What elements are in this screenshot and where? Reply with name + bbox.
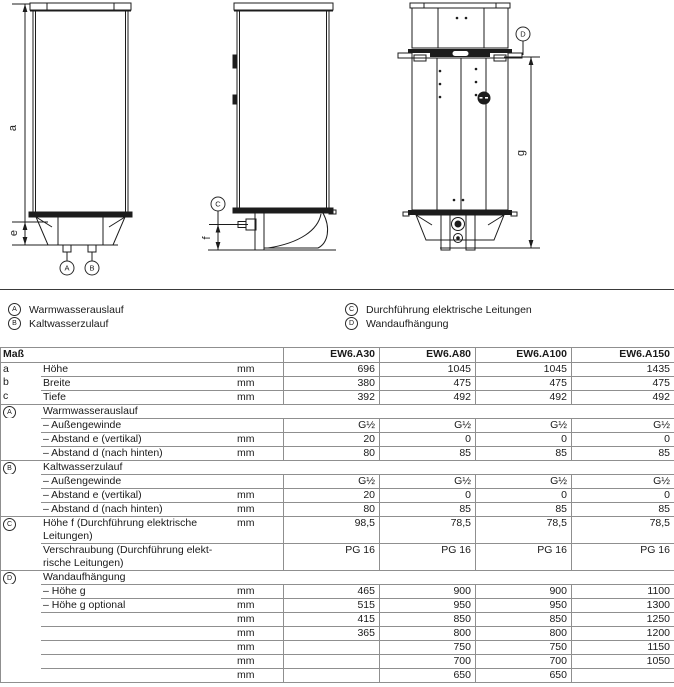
row-label: – Abstand d (nach hinten) bbox=[41, 446, 231, 460]
row-value: 20 bbox=[283, 432, 379, 446]
row-value: 475 bbox=[475, 376, 571, 390]
row-value: 650 bbox=[475, 668, 571, 682]
callout-b-badge: B bbox=[3, 462, 16, 474]
table-header-row bbox=[1, 348, 674, 362]
row-value bbox=[283, 654, 379, 668]
row-key bbox=[1, 432, 41, 446]
row-value bbox=[283, 640, 379, 654]
front-view-drawing bbox=[29, 3, 132, 252]
row-value: 950 bbox=[379, 598, 475, 612]
dimension-g bbox=[440, 57, 540, 248]
callout-b-letter: B bbox=[89, 263, 95, 273]
table-row bbox=[1, 390, 674, 404]
row-value: 0 bbox=[571, 432, 674, 446]
row-key bbox=[1, 446, 41, 460]
row-value: 900 bbox=[379, 584, 475, 598]
row-key bbox=[1, 474, 41, 488]
row-key bbox=[1, 654, 41, 668]
row-value: 415 bbox=[283, 612, 379, 626]
table-row bbox=[1, 502, 674, 516]
callout-d-letter: D bbox=[520, 29, 526, 39]
callout-d-badge: D bbox=[3, 572, 16, 584]
row-value: 1300 bbox=[571, 598, 674, 612]
row-value: G½ bbox=[475, 474, 571, 488]
row-value: 850 bbox=[379, 612, 475, 626]
row-value bbox=[283, 668, 379, 682]
row-key bbox=[1, 598, 41, 612]
row-value: G½ bbox=[283, 474, 379, 488]
row-value: 465 bbox=[283, 584, 379, 598]
table-row bbox=[1, 598, 674, 612]
row-unit: mm bbox=[231, 668, 283, 682]
row-unit bbox=[231, 543, 283, 570]
row-unit: mm bbox=[231, 390, 283, 404]
row-key: c bbox=[3, 390, 9, 402]
row-value: 98,5 bbox=[283, 516, 379, 543]
table-model-header: EW6.A30 bbox=[283, 348, 379, 362]
row-value: 1045 bbox=[475, 362, 571, 376]
table-row bbox=[1, 488, 674, 502]
table-row bbox=[1, 362, 674, 376]
row-key bbox=[1, 460, 41, 474]
row-value: 475 bbox=[379, 376, 475, 390]
row-value: 1100 bbox=[571, 584, 674, 598]
legend-item-warmwasserauslauf bbox=[8, 303, 124, 316]
row-value: 78,5 bbox=[475, 516, 571, 543]
row-value: G½ bbox=[283, 418, 379, 432]
dimension-table bbox=[0, 347, 674, 683]
row-value: 1050 bbox=[571, 654, 674, 668]
row-label: – Abstand e (vertikal) bbox=[41, 488, 231, 502]
callout-a-badge: A bbox=[8, 303, 21, 316]
row-unit bbox=[231, 474, 283, 488]
callout-c-badge: C bbox=[3, 518, 16, 531]
table-model-header: EW6.A150 bbox=[571, 348, 674, 362]
row-unit: mm bbox=[231, 502, 283, 516]
row-label: – Höhe g optional bbox=[41, 598, 231, 612]
row-value: 1435 bbox=[571, 362, 674, 376]
row-value: 85 bbox=[571, 446, 674, 460]
callout-d bbox=[516, 27, 530, 55]
row-value: 650 bbox=[379, 668, 475, 682]
row-value: 515 bbox=[283, 598, 379, 612]
callout-c bbox=[211, 197, 225, 211]
row-label bbox=[41, 626, 231, 640]
row-value: 1045 bbox=[379, 362, 475, 376]
row-value: 78,5 bbox=[571, 516, 674, 543]
row-value: 492 bbox=[475, 390, 571, 404]
row-label bbox=[41, 654, 231, 668]
row-value: PG 16 bbox=[283, 543, 379, 570]
section-label: Warmwasserauslauf bbox=[41, 404, 674, 418]
row-unit: mm bbox=[231, 640, 283, 654]
row-unit bbox=[231, 418, 283, 432]
row-value: 700 bbox=[475, 654, 571, 668]
row-key bbox=[1, 488, 41, 502]
table-row bbox=[1, 626, 674, 640]
row-label: – Außengewinde bbox=[41, 474, 231, 488]
legend-item-kaltwasserzulauf bbox=[8, 317, 108, 330]
row-unit: mm bbox=[231, 598, 283, 612]
row-key bbox=[1, 612, 41, 626]
row-key bbox=[1, 502, 41, 516]
row-value: G½ bbox=[379, 474, 475, 488]
rear-view-drawing bbox=[398, 3, 522, 250]
legend-label: Wandaufhängung bbox=[366, 317, 449, 330]
row-label: Höhe bbox=[41, 362, 231, 376]
row-value: 0 bbox=[475, 488, 571, 502]
row-value: 380 bbox=[283, 376, 379, 390]
row-value: G½ bbox=[475, 418, 571, 432]
row-value: 85 bbox=[571, 502, 674, 516]
row-value: 1200 bbox=[571, 626, 674, 640]
row-label: Breite bbox=[41, 376, 231, 390]
legend-item-durchfuehrung bbox=[345, 303, 532, 316]
side-view-drawing bbox=[233, 3, 336, 250]
row-value: 850 bbox=[475, 612, 571, 626]
row-value: 475 bbox=[571, 376, 674, 390]
callout-a-letter: A bbox=[64, 263, 70, 273]
table-row bbox=[1, 584, 674, 598]
row-unit: mm bbox=[231, 516, 283, 543]
dim-label-g: g bbox=[515, 149, 527, 157]
dim-label-a: a bbox=[7, 124, 19, 132]
row-value: 85 bbox=[475, 446, 571, 460]
row-key bbox=[1, 640, 41, 654]
row-value: 696 bbox=[283, 362, 379, 376]
row-value: 700 bbox=[379, 654, 475, 668]
row-label: Verschraubung (Durchführung elekt- rische Leitungen) bbox=[41, 543, 231, 570]
table-row bbox=[1, 516, 674, 543]
row-label bbox=[41, 640, 231, 654]
table-corner-label: Maß bbox=[3, 348, 24, 360]
table-row bbox=[1, 612, 674, 626]
row-unit: mm bbox=[231, 362, 283, 376]
row-value: 80 bbox=[283, 502, 379, 516]
row-label bbox=[41, 668, 231, 682]
table-row bbox=[1, 474, 674, 488]
row-value: 0 bbox=[379, 432, 475, 446]
row-key bbox=[1, 516, 41, 543]
row-value: 800 bbox=[379, 626, 475, 640]
row-value: 492 bbox=[571, 390, 674, 404]
table-row bbox=[1, 654, 674, 668]
row-label: – Höhe g bbox=[41, 584, 231, 598]
table-model-header: EW6.A80 bbox=[379, 348, 475, 362]
table-row bbox=[1, 668, 674, 682]
row-unit: mm bbox=[231, 376, 283, 390]
row-key bbox=[1, 584, 41, 598]
row-value: PG 16 bbox=[379, 543, 475, 570]
row-unit: mm bbox=[231, 488, 283, 502]
row-label: Tiefe bbox=[41, 390, 231, 404]
row-unit: mm bbox=[231, 584, 283, 598]
row-value: 492 bbox=[379, 390, 475, 404]
dimension-a bbox=[7, 4, 118, 245]
callout-d-badge: D bbox=[345, 317, 358, 330]
row-key bbox=[1, 543, 41, 570]
callout-b-badge: B bbox=[8, 317, 21, 330]
row-value: 365 bbox=[283, 626, 379, 640]
legend-item-wandaufhaengung bbox=[345, 317, 449, 330]
callout-c-letter: C bbox=[215, 199, 221, 209]
row-key: b bbox=[3, 376, 9, 388]
row-value: 950 bbox=[475, 598, 571, 612]
row-value: 750 bbox=[379, 640, 475, 654]
row-value: G½ bbox=[571, 474, 674, 488]
row-value: 800 bbox=[475, 626, 571, 640]
row-label-line2: Leitungen) bbox=[43, 530, 93, 542]
dim-label-e: e bbox=[8, 229, 20, 237]
row-value: 0 bbox=[379, 488, 475, 502]
table-row bbox=[1, 640, 674, 654]
row-value: 85 bbox=[379, 502, 475, 516]
technical-drawing bbox=[0, 0, 674, 296]
row-key bbox=[1, 626, 41, 640]
row-value bbox=[571, 668, 674, 682]
row-value: G½ bbox=[379, 418, 475, 432]
row-value: 80 bbox=[283, 446, 379, 460]
row-value: 1150 bbox=[571, 640, 674, 654]
row-value: 85 bbox=[475, 502, 571, 516]
table-section-row bbox=[1, 404, 674, 418]
row-label-line2: rische Leitungen) bbox=[43, 557, 124, 569]
row-value: 85 bbox=[379, 446, 475, 460]
section-label: Kaltwasserzulauf bbox=[41, 460, 674, 474]
row-unit: mm bbox=[231, 446, 283, 460]
row-value: 78,5 bbox=[379, 516, 475, 543]
row-unit: mm bbox=[231, 654, 283, 668]
row-value: G½ bbox=[571, 418, 674, 432]
row-value: 750 bbox=[475, 640, 571, 654]
table-section-row bbox=[1, 570, 674, 584]
legend-label: Warmwasserauslauf bbox=[29, 303, 124, 316]
row-value: PG 16 bbox=[571, 543, 674, 570]
row-key: a bbox=[1, 362, 41, 376]
callout-b bbox=[85, 252, 99, 275]
row-key bbox=[1, 570, 41, 584]
row-unit: mm bbox=[231, 612, 283, 626]
dimension-e bbox=[8, 222, 48, 236]
row-label: Höhe f (Durchführung elektrische Leitungen) bbox=[41, 516, 231, 543]
row-value: 1250 bbox=[571, 612, 674, 626]
dimension-f bbox=[201, 211, 336, 250]
callout-c-badge: C bbox=[345, 303, 358, 316]
dim-label-f: f bbox=[201, 236, 213, 240]
callout-a bbox=[60, 252, 74, 275]
row-label: – Außengewinde bbox=[41, 418, 231, 432]
row-key bbox=[1, 668, 41, 682]
row-label: – Abstand d (nach hinten) bbox=[41, 502, 231, 516]
table-model-header: EW6.A100 bbox=[475, 348, 571, 362]
row-label bbox=[41, 612, 231, 626]
callout-a-badge: A bbox=[3, 406, 16, 418]
row-value: PG 16 bbox=[475, 543, 571, 570]
section-label: Wandaufhängung bbox=[41, 570, 674, 584]
row-key bbox=[1, 418, 41, 432]
row-value: 0 bbox=[475, 432, 571, 446]
row-value: 20 bbox=[283, 488, 379, 502]
row-unit: mm bbox=[231, 432, 283, 446]
table-row bbox=[1, 543, 674, 570]
legend-label: Kaltwasserzulauf bbox=[29, 317, 109, 330]
table-row bbox=[1, 376, 674, 390]
row-label: – Abstand e (vertikal) bbox=[41, 432, 231, 446]
table-row bbox=[1, 446, 674, 460]
row-key bbox=[1, 404, 41, 418]
table-row bbox=[1, 432, 674, 446]
table-section-row bbox=[1, 460, 674, 474]
row-value: 392 bbox=[283, 390, 379, 404]
row-value: 900 bbox=[475, 584, 571, 598]
table-row bbox=[1, 418, 674, 432]
legend-label: Durchführung elektrische Leitungen bbox=[366, 303, 532, 316]
row-unit: mm bbox=[231, 626, 283, 640]
row-value: 0 bbox=[571, 488, 674, 502]
